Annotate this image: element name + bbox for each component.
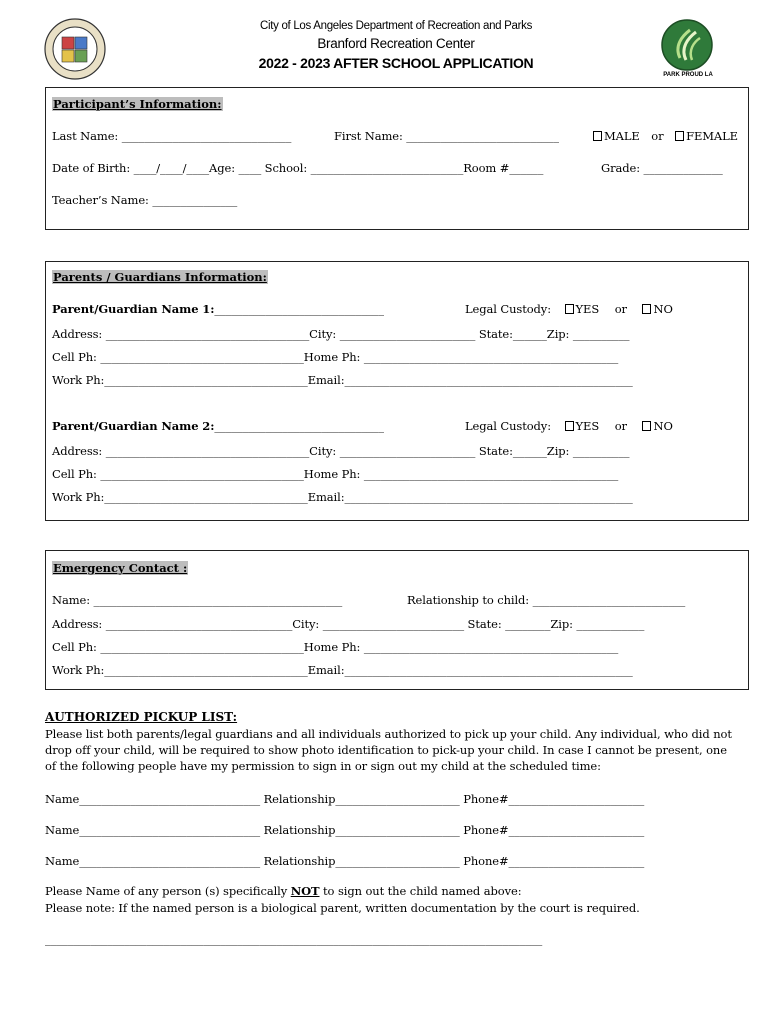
guardian2-name-label: Parent/Guardian Name 2: [52, 419, 215, 433]
pickup-row-3[interactable]: Name________________________________ Relationship______________________ Phone#________________________ [45, 854, 645, 868]
guardian1-address-field[interactable]: Address: ____________________________________City: ________________________ State:______Zip: __________ [52, 327, 630, 341]
guardian2-work-email-field[interactable]: Work Ph:____________________________________Email:___________________________________________________ [52, 490, 633, 504]
male-label: MALE [604, 129, 640, 143]
parents-section [45, 261, 749, 521]
emergency-name-field[interactable]: Name: ____________________________________________ [52, 593, 343, 607]
guardian1-name-field[interactable]: ______________________________ [214, 302, 384, 316]
female-checkbox[interactable] [675, 131, 684, 141]
not-authorized-prompt [45, 884, 521, 898]
pickup-intro-line-3: of the following people have my permission to sign in or sign out my child at the scheduled time: [45, 759, 601, 773]
female-label: FEMALE [686, 129, 738, 143]
guardian2-custody-yes-label: YES [575, 419, 600, 433]
emergency-relationship-field[interactable]: Relationship to child: ___________________________ [407, 593, 686, 607]
park-proud-la-caption: PARK PROUD LA [663, 72, 713, 78]
male-checkbox[interactable] [593, 131, 602, 141]
court-documentation-note: Please note: If the named person is a biological parent, written documentation by the court is required. [45, 901, 640, 915]
pickup-section-title: AUTHORIZED PICKUP LIST: [45, 710, 238, 724]
participant-section-title: Participant’s Information: [53, 97, 222, 111]
center-name: Branford Recreation Center [317, 36, 475, 51]
not-authorized-prompt-post: to sign out the child named above: [319, 884, 522, 898]
guardian1-custody-no-checkbox[interactable] [642, 304, 651, 314]
dob-age-school-room-field[interactable]: Date of Birth: ____/____/____Age: ____ School: ___________________________Room #______ [52, 161, 544, 175]
not-authorized-prompt-pre: Please Name of any person (s) specifically [45, 884, 291, 898]
department-name: City of Los Angeles Department of Recreation and Parks [259, 20, 533, 32]
park-proud-la-logo [660, 18, 714, 80]
guardian1-custody-label: Legal Custody: [465, 302, 551, 316]
teacher-name-field[interactable]: Teacher’s Name: _______________ [52, 193, 238, 207]
emergency-address-field[interactable]: Address: _________________________________City: _________________________ State: ________Zip: ____________ [52, 617, 645, 631]
guardian1-phone-field[interactable]: Cell Ph: ____________________________________Home Ph: _____________________________________________ [52, 350, 619, 364]
grade-field[interactable]: Grade: ______________ [601, 161, 723, 175]
sex-options [593, 129, 738, 143]
guardian2-custody-yes-checkbox[interactable] [565, 421, 574, 431]
guardian1-custody-or: or [614, 302, 627, 316]
guardian1-custody-row [465, 302, 673, 316]
guardian2-custody-row [465, 419, 673, 433]
guardian1-name-row [52, 302, 384, 316]
pickup-intro-line-2: drop off your child, will be required to show photo identification to pick-up your child. In case I cannot be present, one [45, 743, 727, 757]
not-authorized-emphasis: NOT [290, 884, 320, 898]
first-name-field[interactable]: First Name: ___________________________ [334, 129, 559, 143]
pickup-intro-line-1: Please list both parents/legal guardians and all individuals authorized to pick up your child. Any individual, who did not [45, 727, 732, 741]
guardian1-custody-no-label: NO [653, 302, 673, 316]
emergency-section-title: Emergency Contact : [53, 561, 188, 575]
guardian2-address-field[interactable]: Address: ____________________________________City: ________________________ State:______Zip: __________ [52, 444, 630, 458]
not-authorized-person-field[interactable]: ________________________________________________________________________________________ [45, 932, 543, 946]
guardian2-phone-field[interactable]: Cell Ph: ____________________________________Home Ph: _____________________________________________ [52, 467, 619, 481]
page-title: 2022 - 2023 AFTER SCHOOL APPLICATION [258, 55, 534, 71]
guardian1-custody-yes-checkbox[interactable] [565, 304, 574, 314]
emergency-phone-field[interactable]: Cell Ph: ____________________________________Home Ph: _____________________________________________ [52, 640, 619, 654]
emergency-work-email-field[interactable]: Work Ph:____________________________________Email:___________________________________________________ [52, 663, 633, 677]
sex-or-label: or [651, 129, 664, 143]
pickup-row-1[interactable]: Name________________________________ Relationship______________________ Phone#________________________ [45, 792, 645, 806]
guardian2-name-row [52, 419, 384, 433]
guardian2-custody-no-label: NO [653, 419, 673, 433]
guardian1-name-label: Parent/Guardian Name 1: [52, 302, 215, 316]
guardian1-custody-yes-label: YES [575, 302, 600, 316]
last-name-field[interactable]: Last Name: ______________________________ [52, 129, 292, 143]
guardian2-name-field[interactable]: ______________________________ [214, 419, 384, 433]
guardian2-custody-label: Legal Custody: [465, 419, 551, 433]
pickup-row-2[interactable]: Name________________________________ Relationship______________________ Phone#________________________ [45, 823, 645, 837]
guardian2-custody-no-checkbox[interactable] [642, 421, 651, 431]
guardian1-work-email-field[interactable]: Work Ph:____________________________________Email:___________________________________________________ [52, 373, 633, 387]
guardian2-custody-or: or [614, 419, 627, 433]
parents-section-title: Parents / Guardians Information: [53, 270, 267, 284]
